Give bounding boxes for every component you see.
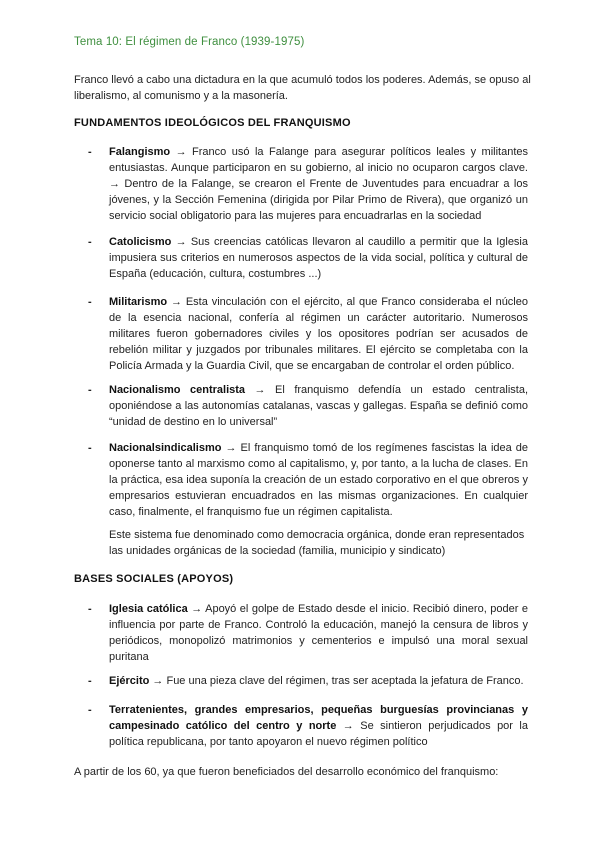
list-item-term: Nacionalsindicalismo — [109, 442, 222, 454]
list-item-text: → Apoyó el golpe de Estado desde el inicio. Recibió dinero, poder e influencia por parte de Franco. Controló la educación, manejó la censura de libros y periódicos, monopolizó matrimonios y cementerios e impulsó una moral sexual puritana — [109, 603, 529, 663]
list-item-term: Falangismo — [109, 146, 171, 158]
list-item-body — [109, 440, 528, 520]
list-item-term: Iglesia católica — [109, 603, 188, 615]
list-item-text: → Esta vinculación con el ejército, al que Franco consideraba el núcleo de la esencia nacional, confería al régimen un carácter autoritario. Numerosos militares fueron gobernadores civiles y los opositores podrían ser acusados de rebelión militar y juzgados por tribunales militares. El ejército se completaba con la Policía Armada y la Guardia Civil, que se encargaban de controlar el orden público. — [109, 296, 528, 372]
list-item-text: → El franquismo defendía un estado centralista, oponiéndose a las autonomías catalanas, vascas y gallegas. España se definió como “unidad de destino en lo universal” — [109, 384, 528, 428]
list-item-text: → Fue una pieza clave del régimen, tras ser aceptada la jefatura de Franco. — [149, 675, 524, 687]
list-item-term: Militarismo — [109, 296, 168, 308]
list-item-term: Nacionalismo centralista — [109, 384, 246, 396]
closing-paragraph: A partir de los 60, ya que fueron beneficiados del desarrollo económico del franquismo: — [74, 766, 499, 778]
list-item-text: → Franco usó la Falange para asegurar políticos leales y militantes entusiastas. Aunque participaron en su gobierno, al inicio no ocuparon cargos clave. → Dentro de la Falange, se crearon el Frente de Juventudes para encuadrar a los jóvenes, y la Sección Femenina (dirigida por Pilar Primo de Rivera), que organizó un servicio social obligatorio para las mujeres para encuadrarlas en la sociedad — [109, 146, 528, 222]
list-item-term: Catolicismo — [109, 236, 172, 248]
list-item-nacionalismo — [88, 382, 528, 430]
document-title: Tema 10: El régimen de Franco (1939-1975) — [74, 36, 305, 48]
list-item-body — [109, 234, 528, 282]
list-item-body — [109, 601, 528, 665]
list-dash: - — [88, 236, 92, 248]
list-item-body — [109, 673, 528, 689]
list-dash: - — [88, 675, 92, 687]
democracia-organica-note: Este sistema fue denominado como democracia orgánica, donde eran representados las unidades orgánicas de la sociedad (familia, municipio y sindicato) — [109, 529, 525, 557]
list-dash: - — [88, 296, 92, 308]
list-item-term: Terratenientes, grandes empresarios, pequeñas burguesías provincianas y campesinado católico del centro y norte — [109, 704, 528, 732]
list-item-nacionalsindicalismo — [88, 440, 528, 520]
list-item-body — [109, 294, 528, 374]
list-item-militarismo — [88, 294, 528, 374]
list-item-falangismo — [88, 144, 528, 224]
list-item-body — [109, 702, 528, 750]
list-dash: - — [88, 146, 92, 158]
section-heading-fundamentos: FUNDAMENTOS IDEOLÓGICOS DEL FRANQUISMO — [74, 117, 351, 129]
list-dash: - — [88, 384, 92, 396]
list-item-iglesia — [88, 601, 528, 665]
list-item-catolicismo — [88, 234, 528, 282]
list-item-body — [109, 382, 528, 430]
list-dash: - — [88, 442, 92, 454]
list-item-text: → El franquismo tomó de los regímenes fascistas la idea de oponerse tanto al marxismo como al capitalismo, y, por tanto, a la lucha de clases. En la práctica, esa idea suponía la creación de un estado corporativo en el que obreros y empresarios estuvieran encuadrados en las mismas organizaciones. En cualquier caso, finalmente, el franquismo fue un régimen capitalista. — [109, 442, 528, 518]
list-item-body — [109, 144, 528, 224]
list-dash: - — [88, 603, 92, 615]
list-item-terratenientes — [88, 702, 528, 750]
section-heading-bases-sociales: BASES SOCIALES (APOYOS) — [74, 573, 234, 585]
list-item-text: → Sus creencias católicas llevaron al caudillo a permitir que la Iglesia impusiera sus criterios en numerosos aspectos de la vida social, política y cultural de España (educación, cultura, costumbres ...) — [109, 236, 528, 280]
intro-paragraph: Franco llevó a cabo una dictadura en la que acumuló todos los poderes. Además, se opuso al liberalismo, al comunismo y a la masonería. — [74, 74, 531, 102]
list-dash: - — [88, 704, 92, 716]
list-item-text: → Se sintieron perjudicados por la política republicana, por tanto apoyaron el nuevo régimen político — [109, 720, 528, 748]
list-item-ejercito — [88, 673, 528, 689]
list-item-term: Ejército — [109, 675, 150, 687]
